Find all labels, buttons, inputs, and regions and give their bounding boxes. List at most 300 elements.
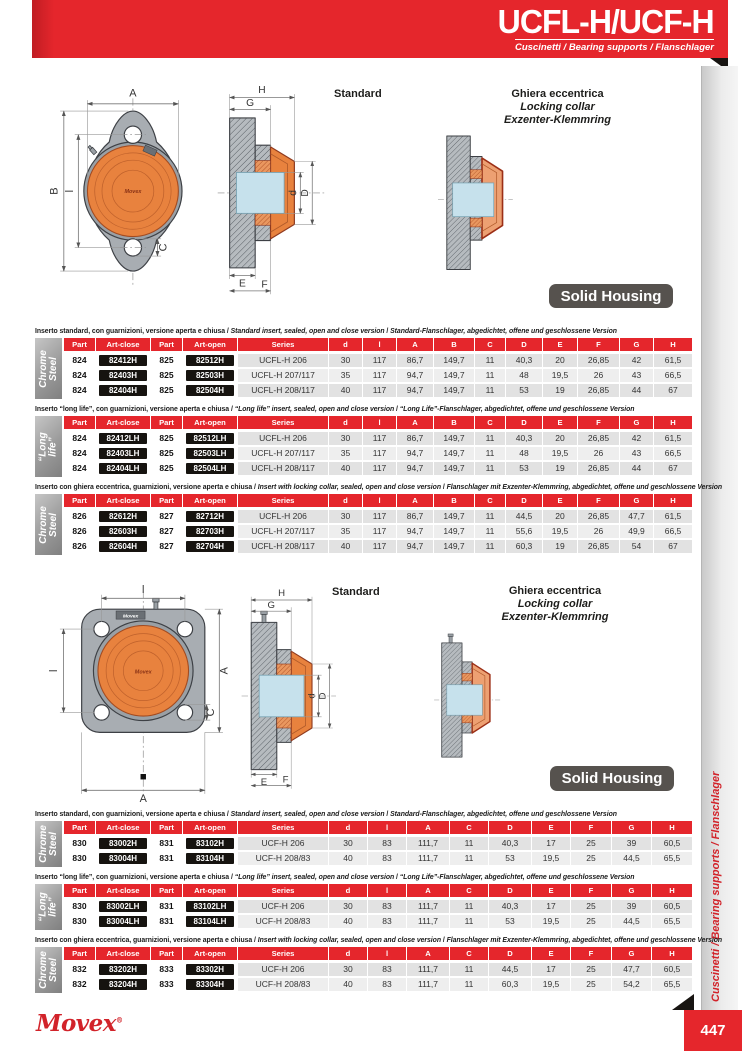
table-cell: 53 (489, 915, 531, 928)
table-cell: 67 (654, 540, 692, 553)
header-cell: D (506, 494, 542, 507)
header-cell: C (475, 416, 505, 429)
locking-caption-it: Ghiera eccentrica (508, 585, 602, 597)
table-cell: 830 (64, 837, 95, 850)
table-cell: 11 (450, 837, 488, 850)
header-cell: Art-close (96, 884, 150, 897)
table-cell: 44,5 (506, 510, 542, 523)
table-cell: 94,7 (397, 447, 433, 460)
dim-label-A: A (129, 87, 137, 100)
brand-logo (36, 1010, 123, 1037)
table-cell: 25 (571, 852, 611, 865)
page-header-banner (32, 0, 728, 58)
header-cell: H (654, 338, 692, 351)
table-cell: 825 (151, 462, 182, 475)
header-cell: d (329, 416, 362, 429)
header-cell: F (571, 884, 611, 897)
header-cell: Series (238, 821, 328, 834)
table-cell (183, 354, 237, 367)
table-cell: 25 (571, 900, 611, 913)
header-cell: D (506, 338, 542, 351)
table-cell: 60,3 (489, 978, 531, 991)
table-intro (35, 327, 695, 336)
header-cell: B (434, 338, 474, 351)
table-cell: 824 (64, 369, 95, 382)
article-code: 82503H (186, 370, 234, 381)
table-cell: 83 (368, 852, 406, 865)
table-cell: 19 (543, 462, 577, 475)
table-cell: 26,85 (578, 384, 619, 397)
table-intro (35, 483, 723, 492)
table-cell: UCF-H 208/83 (238, 978, 328, 991)
table-cell: 86,7 (397, 354, 433, 367)
table-cell (183, 462, 237, 475)
table-cell: 53 (506, 462, 542, 475)
dim-label-E: E (260, 776, 268, 788)
intro-segment: / (384, 328, 391, 335)
table-cell (96, 432, 150, 445)
table-cell: 111,7 (407, 837, 449, 850)
header-cell: l (368, 884, 406, 897)
article-code: 83204H (99, 979, 147, 990)
table-cell: 25 (571, 978, 611, 991)
header-cell: Art-close (96, 494, 150, 507)
table-cell: 30 (329, 900, 367, 913)
table-cell: 35 (329, 369, 362, 382)
table-block (35, 810, 695, 867)
table-cell: 26 (578, 525, 619, 538)
table-header-row (64, 338, 692, 351)
header-cell: B (434, 494, 474, 507)
intro-segment: Inserto standard, con guarnizioni, versione aperta e chiusa (35, 328, 226, 335)
table-cell: 40 (329, 978, 367, 991)
header-cell: D (506, 416, 542, 429)
intro-segment: / (252, 484, 258, 491)
data-table (64, 416, 692, 477)
table-cell: UCF-H 206 (238, 837, 328, 850)
table-cell: 825 (151, 447, 182, 460)
table-cell: 26,85 (578, 432, 619, 445)
table-cell: 40,3 (489, 837, 531, 850)
header-cell: G (620, 494, 653, 507)
table-cell: 11 (475, 462, 505, 475)
header-cell: d (329, 884, 367, 897)
table-row (64, 525, 692, 538)
grease-nipple (87, 145, 96, 155)
table-row (64, 852, 692, 865)
table-cell (183, 384, 237, 397)
table-row (64, 900, 692, 913)
registered-mark: ® (116, 1015, 123, 1025)
dim-label-l: l (142, 583, 145, 596)
article-code: 82504H (186, 385, 234, 396)
table-row (64, 369, 692, 382)
header-cell: D (489, 884, 531, 897)
brand-small-label: Movex (124, 188, 142, 195)
table-row (64, 384, 692, 397)
header-cell: Series (238, 338, 328, 351)
table-cell: 149,7 (434, 447, 474, 460)
article-code: 83302H (186, 964, 234, 975)
table-cell: 11 (450, 852, 488, 865)
dim-label-D: D (300, 189, 311, 197)
table-cell: 11 (450, 900, 488, 913)
article-code: 82504LH (186, 463, 234, 474)
header-cell: l (363, 338, 396, 351)
table-cell: 30 (329, 837, 367, 850)
table-cell: 826 (64, 525, 95, 538)
material-label-text: “Long life” (37, 431, 59, 462)
table-cell: 117 (363, 369, 396, 382)
table-cell: UCFL-H 207/117 (238, 525, 328, 538)
bolt-hole (177, 705, 192, 720)
table-cell (96, 447, 150, 460)
page-number-tab: 447 (684, 1010, 742, 1051)
table-cell: 25 (571, 837, 611, 850)
table-cell: 825 (151, 384, 182, 397)
table-cell: 17 (532, 837, 570, 850)
article-code: 83002LH (99, 901, 147, 912)
intro-segment: / (225, 811, 231, 818)
header-cell: F (571, 947, 611, 960)
article-code: 82612H (99, 511, 147, 522)
table-cell (96, 837, 150, 850)
table-cell: 66,5 (654, 525, 692, 538)
standard-label: Standard (334, 88, 382, 100)
locking-caption-de: Exzenter-Klemmring (504, 114, 611, 126)
table-cell (183, 369, 237, 382)
svg-text:Movex: Movex (122, 613, 139, 620)
header-cell: Part (64, 947, 95, 960)
table-cell: UCF-H 208/83 (238, 852, 328, 865)
material-label (35, 821, 62, 867)
ucfl-tables-section (35, 327, 723, 561)
table-cell: 83 (368, 963, 406, 976)
article-code: 83004H (99, 853, 147, 864)
table-cell (183, 447, 237, 460)
table-cell: 117 (363, 525, 396, 538)
article-code: 82604H (99, 541, 147, 552)
table-cell: 53 (506, 384, 542, 397)
dim-label-E: E (238, 278, 246, 290)
intro-segment: “Long life” insert, sealed, open and close version (234, 874, 395, 881)
header-cell: E (543, 416, 577, 429)
table-cell: 42 (620, 432, 653, 445)
material-label-text: Chrome Steel (37, 951, 59, 989)
header-cell: A (397, 338, 433, 351)
table-cell: 149,7 (434, 510, 474, 523)
header-cell: Part (64, 416, 95, 429)
article-code: 82703H (186, 526, 234, 537)
intro-segment: Inserto “long life”, con guarnizioni, versione aperta e chiusa (35, 406, 230, 413)
header-cell: H (654, 494, 692, 507)
table-cell: 26,85 (578, 462, 619, 475)
intro-segment: / (441, 484, 447, 491)
material-label-text: “Long life” (37, 892, 59, 922)
article-code: 83102LH (186, 901, 234, 912)
intro-segment: / (441, 937, 447, 944)
table-cell: 11 (475, 354, 505, 367)
table-cell: 20 (543, 510, 577, 523)
intro-segment: Flanschlager mit Exzenter-Klemmring, abgedichtet, offene und geschlossene Version (446, 484, 723, 491)
table-cell: 40 (329, 462, 362, 475)
header-cell: Art-open (183, 338, 237, 351)
table-cell: 117 (363, 354, 396, 367)
header-cell: d (329, 338, 362, 351)
header-cell: Part (64, 494, 95, 507)
table-cell: 830 (64, 852, 95, 865)
article-code: 83104LH (186, 916, 234, 927)
header-cell: C (475, 338, 505, 351)
table-cell: 149,7 (434, 432, 474, 445)
intro-segment: Insert with locking collar, sealed, open and close version (257, 484, 441, 491)
header-cell: l (363, 416, 396, 429)
table-cell: 26,85 (578, 354, 619, 367)
table-cell: 67 (654, 462, 692, 475)
table-block (35, 936, 723, 993)
header-cell: G (612, 884, 651, 897)
locking-caption-de: Exzenter-Klemmring (501, 611, 609, 623)
dim-label-d: d (306, 693, 318, 699)
table-cell: 11 (450, 915, 488, 928)
table-row (64, 447, 692, 460)
table-cell: 26 (578, 447, 619, 460)
table-cell: 44 (620, 462, 653, 475)
table-cell: 824 (64, 447, 95, 460)
table-cell: 831 (151, 852, 182, 865)
table-cell: 826 (64, 510, 95, 523)
ucf-side-diagram (240, 584, 340, 792)
page-title: UCFL-H/UCF-H (498, 3, 714, 40)
intro-segment: Flanschlager mit Exzenter-Klemmring, abgedichtet, offene und geschlossene Version (446, 937, 723, 944)
intro-segment: / (394, 406, 400, 413)
table-cell: 19,5 (543, 525, 577, 538)
table-cell: 117 (363, 510, 396, 523)
grease-nipple (448, 634, 453, 643)
header-cell: d (329, 494, 362, 507)
grease-nipple (153, 598, 159, 609)
ucfl-locking-diagram (438, 114, 515, 279)
table-cell: UCFL-H 206 (238, 432, 328, 445)
table-intro (35, 936, 723, 945)
table-cell: 40 (329, 915, 367, 928)
table-cell: 60,5 (652, 900, 692, 913)
header-cell: F (578, 494, 619, 507)
table-cell (183, 510, 237, 523)
table-cell: 111,7 (407, 978, 449, 991)
table-cell: 48 (506, 369, 542, 382)
solid-housing-badge: Solid Housing (550, 766, 674, 791)
dim-label-C: C (157, 243, 170, 252)
dim-label-H: H (258, 85, 266, 97)
header-cell: H (654, 416, 692, 429)
header-cell: Series (238, 947, 328, 960)
data-table (64, 947, 692, 993)
header-cell: Part (64, 338, 95, 351)
header-cell: Art-open (183, 821, 237, 834)
material-label-text: Chrome Steel (37, 825, 59, 863)
locking-collar-caption (485, 585, 625, 624)
table-cell: 833 (151, 963, 182, 976)
article-code: 82403LH (99, 448, 147, 459)
table-cell: 86,7 (397, 510, 433, 523)
article-code: 83104H (186, 853, 234, 864)
table-cell: 19 (543, 384, 577, 397)
table-cell: 60,5 (652, 963, 692, 976)
intro-segment: / (252, 937, 258, 944)
intro-segment: “Long life” insert, sealed, open and close version (234, 406, 395, 413)
intro-segment: Standard-Flanschlager, abgedichtet, offene und geschlossene Version (390, 328, 617, 335)
table-block (35, 405, 695, 477)
header-cell: E (532, 821, 570, 834)
table-cell: 53 (489, 852, 531, 865)
article-code: 82404LH (99, 463, 147, 474)
table-cell: 65,5 (652, 978, 692, 991)
locking-caption-en: Locking collar (520, 101, 595, 113)
material-label (35, 884, 62, 930)
table-header-row (64, 494, 692, 507)
table-intro (35, 873, 695, 882)
article-code: 82603H (99, 526, 147, 537)
intro-segment: Inserto con ghiera eccentrica, guarnizioni, versione aperta e chiusa (35, 937, 253, 944)
header-cell: d (329, 947, 367, 960)
header-cell: G (620, 338, 653, 351)
article-code: 83202H (99, 964, 147, 975)
intro-segment: Standard-Flanschlager, abgedichtet, offene und geschlossene Version (390, 811, 617, 818)
locking-caption-it: Ghiera eccentrica (511, 88, 604, 100)
table-cell: 824 (64, 462, 95, 475)
dim-label-H: H (278, 588, 286, 599)
table-cell: 30 (329, 432, 362, 445)
table-cell: 11 (475, 384, 505, 397)
table-cell: 94,7 (397, 369, 433, 382)
solid-housing-badge: Solid Housing (549, 284, 673, 308)
data-table (64, 884, 692, 930)
table-cell: 11 (475, 510, 505, 523)
header-cell: Art-close (96, 821, 150, 834)
table-row (64, 837, 692, 850)
header-cell: C (450, 884, 488, 897)
table-cell: 111,7 (407, 852, 449, 865)
table-block (35, 327, 695, 399)
header-cell: l (368, 947, 406, 960)
table-cell: 83 (368, 915, 406, 928)
table-cell (183, 963, 237, 976)
header-cell: Part (151, 884, 182, 897)
table-cell: 60,3 (506, 540, 542, 553)
table-cell: 831 (151, 915, 182, 928)
dim-label-F: F (261, 279, 268, 291)
table-cell: 825 (151, 369, 182, 382)
table-cell: 65,5 (652, 915, 692, 928)
header-cell: Series (238, 884, 328, 897)
table-cell: 17 (532, 900, 570, 913)
table-cell (183, 525, 237, 538)
header-cell: l (368, 821, 406, 834)
material-label (35, 338, 62, 399)
table-row (64, 915, 692, 928)
table-cell: UCFL-H 208/117 (238, 462, 328, 475)
dim-label-G: G (246, 98, 255, 110)
standard-label: Standard (332, 586, 380, 598)
header-cell: Art-close (96, 947, 150, 960)
table-cell: 86,7 (397, 432, 433, 445)
table-cell: UCFL-H 207/117 (238, 369, 328, 382)
table-cell: 19,5 (532, 852, 570, 865)
dim-label-G: G (267, 600, 275, 611)
header-cell: E (532, 947, 570, 960)
table-cell (183, 432, 237, 445)
table-cell: 11 (475, 525, 505, 538)
table-row (64, 432, 692, 445)
article-code: 83102H (186, 838, 234, 849)
header-cell: D (489, 821, 531, 834)
article-code: 83004LH (99, 916, 147, 927)
table-cell: 11 (475, 369, 505, 382)
header-cell: d (329, 821, 367, 834)
table-cell: 54,2 (612, 978, 651, 991)
intro-segment: / (394, 874, 400, 881)
table-cell: UCF-H 206 (238, 963, 328, 976)
header-cell: Part (151, 821, 182, 834)
intro-segment: Standard insert, sealed, open and close version (230, 328, 385, 335)
header-cell: Part (151, 494, 182, 507)
shaft-bore (447, 685, 483, 715)
header-cell: H (652, 821, 692, 834)
table-cell (183, 915, 237, 928)
table-header-row (64, 821, 692, 834)
table-cell: 833 (151, 978, 182, 991)
table-cell: 827 (151, 510, 182, 523)
header-cell: A (407, 947, 449, 960)
table-cell: 67 (654, 384, 692, 397)
table-cell: UCFL-H 207/117 (238, 447, 328, 460)
table-cell (183, 978, 237, 991)
table-row (64, 978, 692, 991)
table-cell: 19,5 (543, 369, 577, 382)
header-cell: G (612, 821, 651, 834)
bolt-hole (94, 621, 109, 636)
shaft-bore (259, 675, 304, 717)
table-cell: 149,7 (434, 369, 474, 382)
article-code: 82512LH (186, 433, 234, 444)
dim-label-l: l (63, 189, 76, 193)
table-cell: 66,5 (654, 447, 692, 460)
article-code: 82712H (186, 511, 234, 522)
table-cell: 117 (363, 432, 396, 445)
bolt-hole (94, 705, 109, 720)
table-cell: 44,5 (612, 852, 651, 865)
table-cell: 43 (620, 369, 653, 382)
table-cell: 25 (571, 915, 611, 928)
header-cell: F (578, 416, 619, 429)
table-cell: 824 (64, 354, 95, 367)
table-cell: UCF-H 206 (238, 900, 328, 913)
header-cell: E (543, 494, 577, 507)
table-cell: 19,5 (532, 915, 570, 928)
grease-nipple (261, 611, 267, 622)
article-code: 82412H (99, 355, 147, 366)
intro-segment: / (229, 874, 235, 881)
table-cell: 26,85 (578, 540, 619, 553)
table-header-row (64, 416, 692, 429)
header-cell: Part (64, 821, 95, 834)
ucf-front-diagram (40, 582, 232, 806)
table-cell: 48 (506, 447, 542, 460)
table-cell: 830 (64, 900, 95, 913)
dim-label-B: B (48, 187, 61, 195)
table-header-row (64, 947, 692, 960)
